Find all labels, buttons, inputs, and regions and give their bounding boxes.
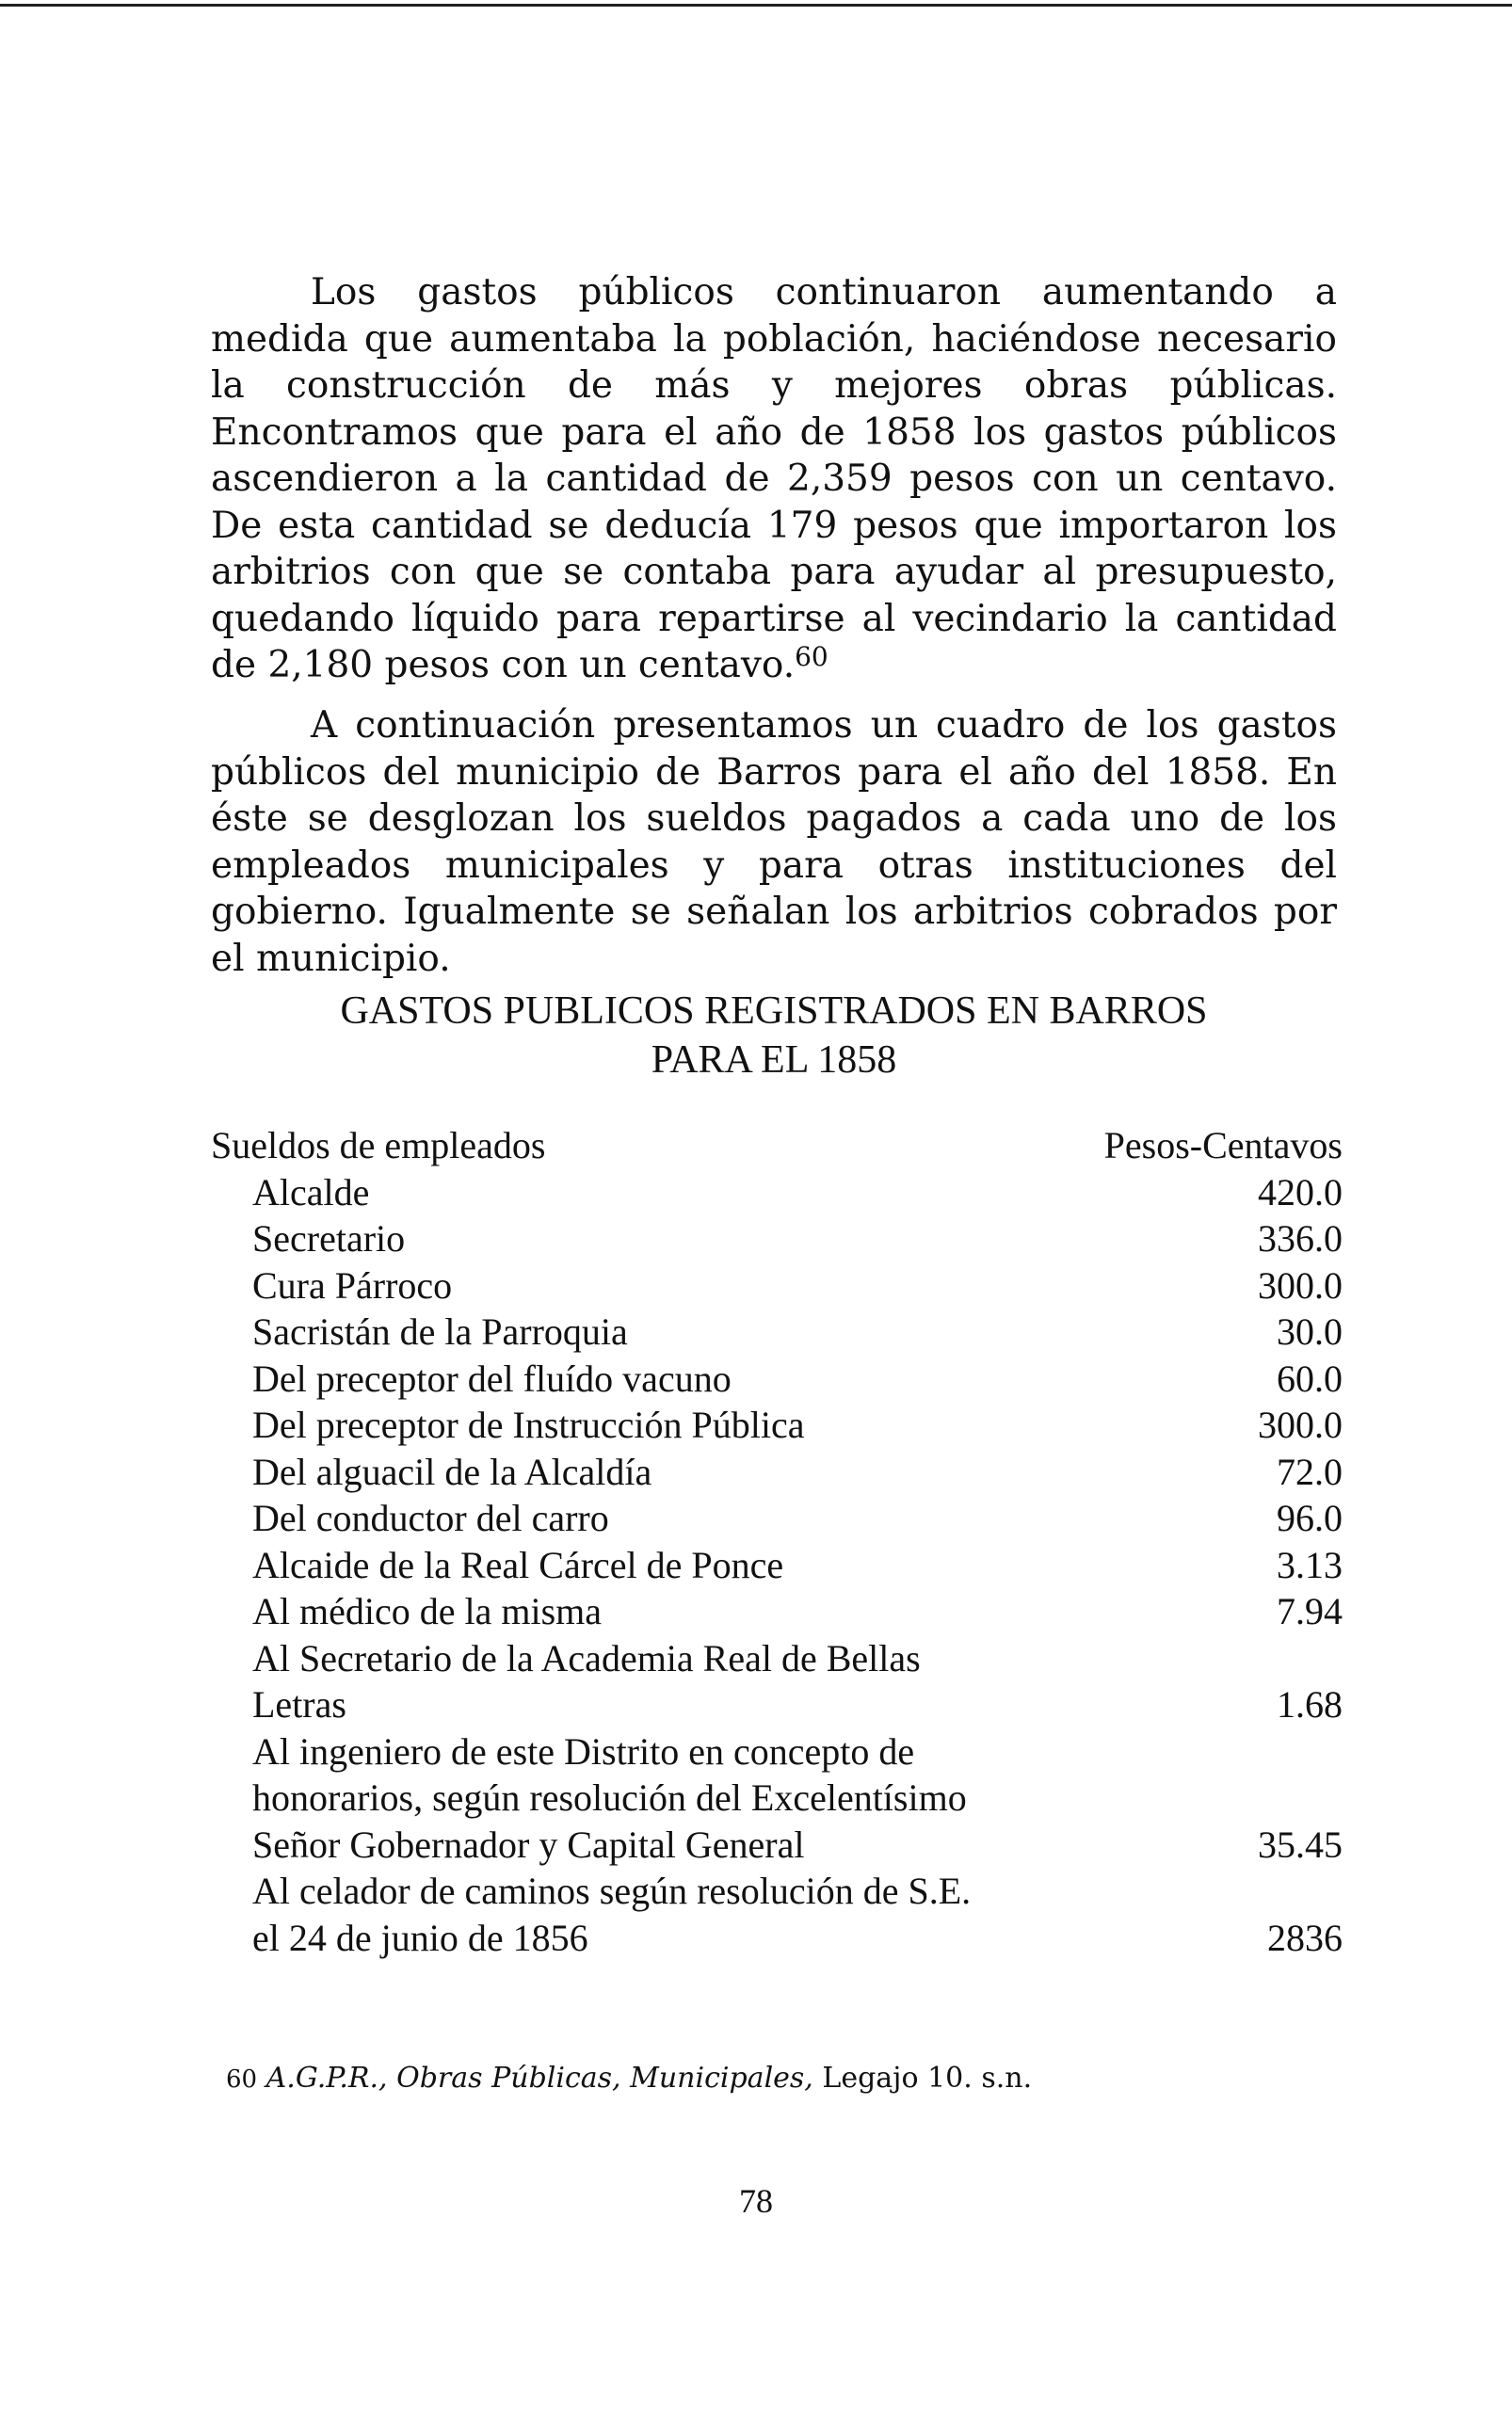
row-amount: 30.0	[1277, 1310, 1343, 1353]
row-label: Cura Párroco	[252, 1263, 453, 1307]
row-amount: 72.0	[1277, 1450, 1343, 1493]
footnote-source: A.G.P.R., Obras Públicas, Municipales,	[265, 2062, 813, 2095]
body-paragraph-2: A continuación presentamos un cuadro de los gastos públicos del municipio de Barros para el año del 1858. En éste se desglozan los sueldos pagados a cada uno de los empleados municipales y para otras instituciones del gobierno. Igualmente se señalan los arbitrios cobrados por el municipio.	[211, 704, 1337, 980]
row-label: Del preceptor de Instrucción Pública	[252, 1404, 805, 1446]
table-row	[211, 1775, 1343, 1822]
row-amount: 96.0	[1277, 1497, 1343, 1539]
paragraph-1-text: Los gastos públicos continuaron aumentando a medida que aumentaba la población, haciéndose necesario la construcción de más y mejores obras públicas. Encontramos que para el año de 1858 los gastos públicos ascendieron a la cantidad de 2,359 pesos con un centavo. De esta cantidad se deducía 179 pesos que importaron los arbitrios con que se contaba para ayudar al presupuesto, quedando líquido para repartirse al vecindario la cantidad de 2,180 pesos con un centavo.	[211, 271, 1337, 686]
table-row	[211, 1635, 1343, 1682]
table-title-line-1: GASTOS PUBLICOS REGISTRADOS EN BARROS	[340, 989, 1208, 1033]
footnote-reference: 60	[795, 641, 828, 672]
table-row	[211, 1822, 1343, 1869]
table-row	[211, 1215, 1343, 1262]
table-row	[211, 1542, 1343, 1589]
footnote	[226, 2060, 1032, 2098]
table-header-amount: Pesos-Centavos	[1103, 1124, 1343, 1166]
table-row	[211, 1495, 1343, 1542]
row-label: Al Secretario de la Academia Real de Bellas	[252, 1636, 921, 1679]
row-label: Alcaide de la Real Cárcel de Ponce	[252, 1543, 784, 1586]
row-amount: 420.0	[1258, 1170, 1343, 1213]
row-label: Al ingeniero de este Distrito en concepto de	[252, 1729, 915, 1773]
table-row	[211, 1915, 1343, 1962]
table-header-label: Sueldos de empleados	[211, 1124, 546, 1166]
row-label: el 24 de junio de 1856	[252, 1916, 588, 1959]
row-amount: 3.13	[1277, 1543, 1343, 1586]
table-title-line-2: PARA EL 1858	[651, 1038, 897, 1082]
table-row	[211, 1402, 1343, 1449]
table-header-row	[211, 1122, 1343, 1169]
table-row	[211, 1309, 1343, 1356]
row-label: honorarios, según resolución del Excelentísimo	[252, 1776, 967, 1819]
row-label: Sacristán de la Parroquia	[252, 1310, 628, 1353]
row-label: Señor Gobernador y Capital General	[252, 1823, 805, 1866]
row-label: Secretario	[252, 1217, 406, 1260]
top-border-line	[0, 4, 1512, 7]
footnote-rest: Legajo 10. s.n.	[822, 2062, 1033, 2095]
row-label: Letras	[252, 1683, 346, 1726]
row-label: Al médico de la misma	[252, 1590, 603, 1632]
footnote-number: 60	[226, 2065, 258, 2094]
row-amount: 60.0	[1277, 1357, 1343, 1400]
table-row	[211, 1449, 1343, 1496]
row-amount: 2836	[1267, 1916, 1343, 1959]
row-amount: 336.0	[1258, 1217, 1343, 1260]
expenses-table	[211, 1122, 1343, 1961]
page-number: 78	[739, 2182, 773, 2220]
table-row	[211, 1588, 1343, 1635]
row-label: Al celador de caminos según resolución de S.E.	[252, 1870, 972, 1912]
table-row	[211, 1681, 1343, 1728]
row-label: Del preceptor del fluído vacuno	[252, 1357, 732, 1400]
row-label: Alcalde	[252, 1170, 370, 1213]
table-row	[211, 1169, 1343, 1216]
table-row	[211, 1262, 1343, 1309]
row-amount: 300.0	[1258, 1263, 1343, 1307]
row-label: Del alguacil de la Alcaldía	[252, 1450, 652, 1493]
table-row	[211, 1728, 1343, 1775]
table-row	[211, 1356, 1343, 1403]
row-amount: 7.94	[1277, 1590, 1343, 1632]
row-amount: 1.68	[1277, 1683, 1343, 1726]
row-label: Del conductor del carro	[252, 1497, 609, 1539]
body-paragraph-1	[211, 269, 1337, 689]
row-amount: 300.0	[1258, 1404, 1343, 1446]
table-row	[211, 1868, 1343, 1915]
row-amount: 35.45	[1258, 1823, 1343, 1866]
